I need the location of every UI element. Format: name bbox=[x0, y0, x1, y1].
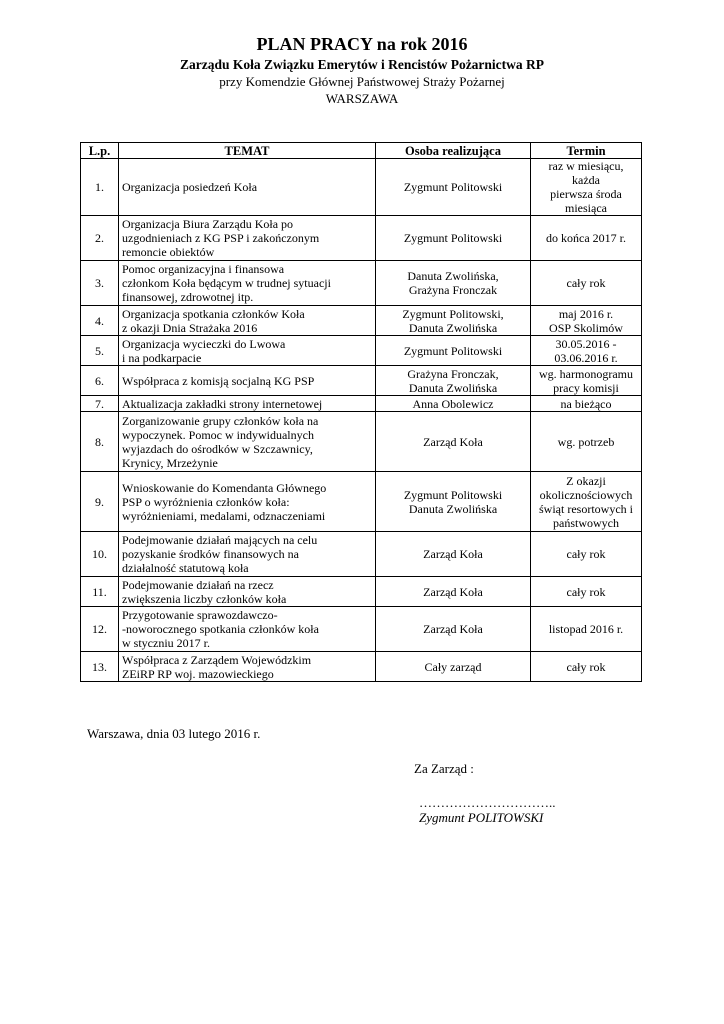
cell-line: Danuta Zwolińska bbox=[408, 380, 498, 395]
lp-cell: 2. bbox=[81, 216, 119, 261]
cell-line: pierwsza środa bbox=[550, 187, 622, 201]
lp-cell: 9. bbox=[81, 472, 119, 532]
cell-line: Przygotowanie sprawozdawczo- bbox=[122, 608, 278, 622]
lp-cell: 6. bbox=[81, 366, 119, 396]
signatory-name: Zygmunt POLITOWSKI bbox=[419, 810, 544, 825]
column-header-lp: L.p. bbox=[81, 143, 119, 159]
lp-cell: 8. bbox=[81, 412, 119, 472]
osoba-cell bbox=[376, 607, 531, 652]
cell-line: wyjazdach do ośrodków w Szczawnicy, bbox=[122, 441, 313, 456]
osoba-cell bbox=[376, 577, 531, 607]
cell-line: ZEiRP RP woj. mazowieckiego bbox=[122, 666, 274, 681]
cell-line: Krynicy, Mrzeżynie bbox=[122, 455, 218, 470]
cell-line: Organizacja wycieczki do Lwowa bbox=[122, 336, 286, 351]
cell-line: pracy komisji bbox=[553, 380, 619, 395]
cell-line: finansowej, zdrowotnej itp. bbox=[122, 290, 254, 304]
termin-cell bbox=[531, 532, 642, 577]
cell-line: Cały zarząd bbox=[424, 659, 482, 674]
cell-line: Organizacja posiedzeń Koła bbox=[122, 180, 258, 194]
cell-line: członkom Koła będącym w trudnej sytuacji bbox=[122, 276, 331, 290]
cell-line: Zygmunt Politowski bbox=[403, 343, 503, 358]
cell-line: cały rok bbox=[566, 659, 606, 674]
termin-cell bbox=[531, 577, 642, 607]
termin-cell bbox=[531, 607, 642, 652]
lp-cell: 3. bbox=[81, 261, 119, 306]
termin-cell bbox=[531, 366, 642, 396]
table-row bbox=[81, 336, 642, 366]
temat-cell bbox=[119, 607, 376, 652]
temat-cell bbox=[119, 472, 376, 532]
cell-line: Podejmowanie działań na rzecz bbox=[122, 577, 274, 592]
cell-line: Anna Obolewicz bbox=[412, 396, 494, 411]
table-row bbox=[81, 472, 642, 532]
cell-line: Zygmunt Politowski bbox=[403, 487, 503, 502]
cell-line: Organizacja spotkania członków Koła bbox=[122, 306, 305, 321]
osoba-cell bbox=[376, 532, 531, 577]
lp-cell: 1. bbox=[81, 159, 119, 216]
organization-name: Zarządu Koła Związku Emerytów i Rencistów Pożarnictwa RP bbox=[179, 57, 545, 72]
temat-cell bbox=[119, 532, 376, 577]
cell-line: pozyskanie środków finansowych na bbox=[122, 547, 299, 561]
organization-affiliation: przy Komendzie Głównej Państwowej Straży Pożarnej bbox=[219, 74, 505, 89]
cell-line: Zygmunt Politowski bbox=[403, 231, 503, 245]
termin-cell bbox=[531, 412, 642, 472]
termin-cell bbox=[531, 159, 642, 216]
cell-line: 30.05.2016 - bbox=[555, 336, 617, 351]
lp-cell: 11. bbox=[81, 577, 119, 607]
temat-cell bbox=[119, 652, 376, 682]
osoba-cell bbox=[376, 396, 531, 412]
cell-line: Organizacja Biura Zarządu Koła po bbox=[122, 217, 294, 231]
table-row bbox=[81, 652, 642, 682]
work-plan-table bbox=[80, 142, 642, 682]
lp-cell: 10. bbox=[81, 532, 119, 577]
cell-line: Zarząd Koła bbox=[423, 547, 483, 561]
on-behalf-label: Za Zarząd : bbox=[414, 761, 474, 776]
cell-line: Współpraca z Zarządem Wojewódzkim bbox=[122, 652, 312, 667]
cell-line: wyróżnieniami, medalami, odznaczeniami bbox=[122, 508, 326, 523]
cell-line: maj 2016 r. bbox=[558, 306, 614, 321]
cell-line: wypoczynek. Pomoc w indywidualnych bbox=[122, 427, 314, 442]
termin-cell bbox=[531, 216, 642, 261]
cell-line: działalność statutową koła bbox=[122, 561, 249, 575]
cell-line: w styczniu 2017 r. bbox=[122, 636, 210, 650]
column-header-termin: Termin bbox=[531, 143, 642, 159]
lp-cell: 7. bbox=[81, 396, 119, 412]
termin-cell bbox=[531, 261, 642, 306]
termin-cell bbox=[531, 306, 642, 336]
cell-line: państwowych bbox=[553, 515, 619, 530]
table-row bbox=[81, 261, 642, 306]
termin-cell bbox=[531, 336, 642, 366]
city-heading: WARSZAWA bbox=[325, 91, 399, 106]
lp-cell: 12. bbox=[81, 607, 119, 652]
cell-line: Grażyna Fronczak, bbox=[407, 366, 499, 381]
cell-line: PSP o wyróżnienia członków koła: bbox=[122, 494, 290, 509]
osoba-cell bbox=[376, 336, 531, 366]
place-and-date: Warszawa, dnia 03 lutego 2016 r. bbox=[87, 726, 261, 741]
cell-line: Danuta Zwolińska bbox=[408, 501, 498, 516]
temat-cell bbox=[119, 577, 376, 607]
cell-line: Współpraca z komisją socjalną KG PSP bbox=[122, 373, 315, 388]
cell-line: Zarząd Koła bbox=[423, 622, 483, 636]
osoba-cell bbox=[376, 472, 531, 532]
cell-line: Zygmunt Politowski bbox=[403, 180, 503, 194]
temat-cell bbox=[119, 396, 376, 412]
table-body bbox=[81, 159, 642, 682]
cell-line: Pomoc organizacyjna i finansowa bbox=[122, 262, 285, 276]
table-row bbox=[81, 306, 642, 336]
termin-cell bbox=[531, 652, 642, 682]
cell-line: do końca 2017 r. bbox=[546, 231, 626, 245]
osoba-cell bbox=[376, 261, 531, 306]
table-row bbox=[81, 366, 642, 396]
lp-cell: 5. bbox=[81, 336, 119, 366]
cell-line: Danuta Zwolińska bbox=[408, 320, 498, 335]
cell-line: z okazji Dnia Strażaka 2016 bbox=[122, 320, 258, 335]
table-row bbox=[81, 607, 642, 652]
osoba-cell bbox=[376, 216, 531, 261]
document-title: PLAN PRACY na rok 2016 bbox=[256, 34, 468, 54]
cell-line: miesiąca bbox=[565, 201, 607, 215]
table-row bbox=[81, 216, 642, 261]
lp-cell: 4. bbox=[81, 306, 119, 336]
table-header-row bbox=[81, 143, 642, 159]
temat-cell bbox=[119, 261, 376, 306]
cell-line: cały rok bbox=[566, 276, 606, 290]
cell-line: raz w miesiącu, każda bbox=[548, 159, 624, 187]
osoba-cell bbox=[376, 366, 531, 396]
temat-cell bbox=[119, 412, 376, 472]
cell-line: okolicznościowych bbox=[539, 487, 633, 502]
table-row bbox=[81, 577, 642, 607]
cell-line: cały rok bbox=[566, 547, 606, 561]
osoba-cell bbox=[376, 652, 531, 682]
temat-cell bbox=[119, 336, 376, 366]
table-row bbox=[81, 532, 642, 577]
termin-cell bbox=[531, 396, 642, 412]
temat-cell bbox=[119, 159, 376, 216]
cell-line: na bieżąco bbox=[560, 396, 612, 411]
osoba-cell bbox=[376, 306, 531, 336]
osoba-cell bbox=[376, 412, 531, 472]
cell-line: listopad 2016 r. bbox=[548, 622, 624, 636]
cell-line: Zarząd Koła bbox=[423, 434, 483, 449]
cell-line: remoncie obiektów bbox=[122, 245, 215, 259]
cell-line: wg. potrzeb bbox=[557, 434, 615, 449]
cell-line: Grażyna Fronczak bbox=[408, 283, 498, 297]
cell-line: uzgodnieniach z KG PSP i zakończonym bbox=[122, 231, 320, 245]
cell-line: Zygmunt Politowski, bbox=[402, 306, 504, 321]
column-header-temat: TEMAT bbox=[119, 143, 376, 159]
table-row bbox=[81, 412, 642, 472]
cell-line: cały rok bbox=[566, 584, 606, 599]
termin-cell bbox=[531, 472, 642, 532]
table-row bbox=[81, 396, 642, 412]
signature-line: ………………………….. bbox=[419, 795, 556, 810]
lp-cell: 13. bbox=[81, 652, 119, 682]
temat-cell bbox=[119, 306, 376, 336]
cell-line: zwiększenia liczby członków koła bbox=[122, 591, 287, 606]
cell-line: Zarząd Koła bbox=[423, 584, 483, 599]
osoba-cell bbox=[376, 159, 531, 216]
temat-cell bbox=[119, 216, 376, 261]
cell-line: świąt resortowych i bbox=[539, 501, 633, 516]
cell-line: 03.06.2016 r. bbox=[554, 350, 618, 365]
cell-line: Danuta Zwolińska, bbox=[407, 269, 499, 283]
cell-line: Z okazji bbox=[566, 473, 606, 488]
cell-line: -noworocznego spotkania członków koła bbox=[122, 622, 319, 636]
cell-line: OSP Skolimów bbox=[549, 320, 623, 335]
column-header-osoba: Osoba realizująca bbox=[376, 143, 531, 159]
cell-line: i na podkarpacie bbox=[122, 350, 202, 365]
temat-cell bbox=[119, 366, 376, 396]
cell-line: Wnioskowanie do Komendanta Głównego bbox=[122, 480, 327, 495]
table-row bbox=[81, 159, 642, 216]
cell-line: wg. harmonogramu bbox=[539, 366, 633, 381]
cell-line: Zorganizowanie grupy członków koła na bbox=[122, 413, 319, 428]
cell-line: Podejmowanie działań mających na celu bbox=[122, 533, 318, 547]
cell-line: Aktualizacja zakładki strony internetowej bbox=[122, 396, 323, 411]
